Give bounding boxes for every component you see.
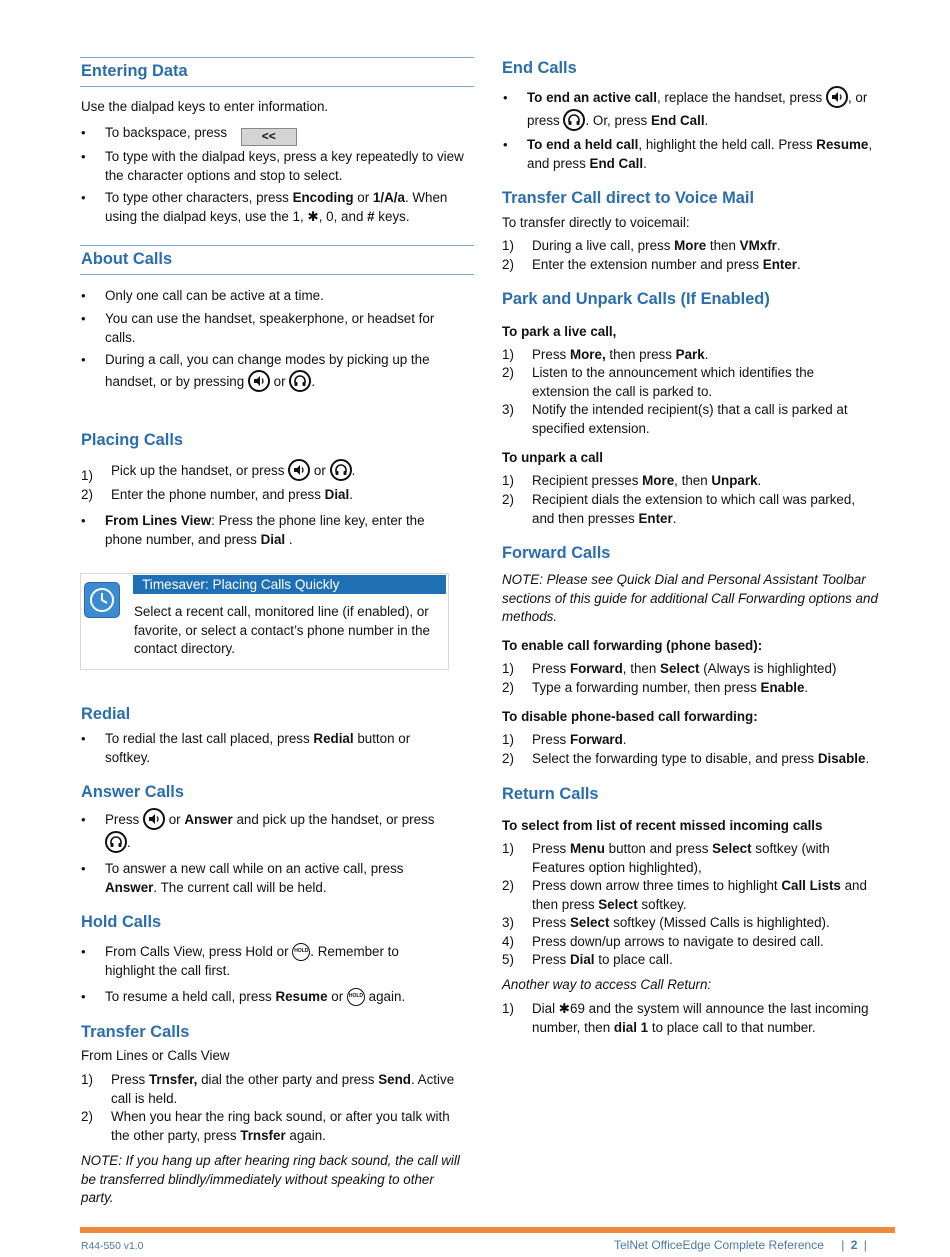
text: , then [674,473,712,488]
text: 1/A/a [372,190,405,205]
list-item [105,287,465,306]
entering-intro: Use the dialpad keys to enter information. [81,99,329,114]
step-number: 2) [502,365,514,380]
text: , or press [527,90,868,128]
list-item [532,346,882,365]
step-number: 5) [502,952,514,967]
text: Recipient dials the extension to which call was parked, and then presses [532,492,856,526]
step-number: 2) [502,878,514,893]
headset-icon [330,459,352,481]
footer-accent-bar [80,1227,895,1233]
text: . [349,487,353,502]
text: Notify the intended recipient(s) that a call is parked at specified extension. [532,402,848,436]
text: softkey (Missed Calls is highlighted). [609,915,830,930]
voicemail-heading: Transfer Call direct to Voice Mail [502,189,755,207]
step-number: 3) [502,915,514,930]
step-number: 2) [502,751,514,766]
text: : Press the phone line key, enter the phone number, and press [105,513,425,547]
text: Enable [760,680,805,695]
hold-icon: HOLD [292,943,310,961]
text: button and press [604,841,713,856]
text: button or softkey. [105,731,411,765]
text: Unpark [711,473,758,488]
text: Pick up the handset, or press [111,463,285,478]
text: To answer a new call while on an active call, press [105,861,404,876]
text: , 0, and [318,208,368,224]
list-item [532,877,882,914]
list-item [532,491,877,528]
forward-note: NOTE: Please see Quick Dial and Personal Assistant Toolbar sections of this guide for additional Call Forwarding options and methods. [502,572,878,624]
text: . [776,238,781,253]
forward-enable-subheading: To enable call forwarding (phone based): [502,638,763,653]
text: From Calls View, press Hold or [105,944,289,959]
text: During a call, you can change modes by picking up the handset, or by pressing [105,352,430,389]
list-item [105,808,460,854]
transfer-intro: From Lines or Calls View [81,1048,230,1063]
park-heading: Park and Unpark Calls (If Enabled) [502,290,770,308]
text: Dial [532,1001,559,1016]
text: Menu [569,841,605,856]
text: Press [532,347,570,362]
about-rule-bottom [80,274,474,275]
text: Dial [324,487,350,502]
text: Redial [313,731,354,746]
text: Forward [569,732,623,747]
list-item [527,136,887,173]
list-item [532,1000,892,1037]
text: Press [532,732,570,747]
text: Press down arrow three times to highlight [532,878,782,893]
return-calls-heading: Return Calls [502,785,599,803]
speaker-icon [248,370,270,392]
text: Select [660,661,700,676]
text: Enter [638,510,673,526]
text: Disable [817,751,866,766]
text: To end a held call [527,137,639,152]
end-calls-heading: End Calls [502,59,577,77]
text: More [642,473,675,488]
forward-calls-heading: Forward Calls [502,544,611,562]
list-item [111,1071,471,1108]
text: to place call to that number. [648,1019,816,1035]
footer-version: R44-550 v1.0 [81,1241,144,1252]
text: Recipient presses [532,473,643,488]
park-subheading: To park a live call, [502,324,617,339]
text: . Or, press [585,113,651,128]
list-item [532,364,852,401]
star-key: ✱ [558,1001,571,1016]
text: or [168,812,185,827]
text: to place call. [594,952,673,967]
text: Press [532,915,570,930]
text: keys. [374,208,410,224]
text: Press [105,812,140,827]
list-item [532,914,892,933]
dialpad-text: To type with the dialpad keys, press a key repeatedly to view the character options and stop to select. [105,149,464,183]
list-item [532,933,892,952]
text: Select the forwarding type to disable, and press [532,751,818,766]
step-number: 1) [81,468,93,483]
speaker-icon [826,86,848,108]
list-item [105,351,450,392]
text: . [757,473,762,488]
text: Press [111,1072,149,1087]
step-number: 1) [502,347,514,362]
return-alt-text: Another way to access Call Return: [502,977,712,992]
timesaver-title: Timesaver: Placing Calls Quickly [133,575,446,594]
text: or [313,463,326,478]
text: Send [378,1072,411,1087]
return-subheading: To select from list of recent missed incoming calls [502,818,823,833]
footer-title-group [614,1236,867,1255]
text: softkey. [637,896,687,912]
text: Resume [816,137,869,152]
text: Only one call can be active at a time. [105,288,324,303]
text: . [311,373,316,389]
text: or [353,190,373,205]
step-number: 2) [502,680,514,695]
text: . Remember to highlight the call first. [105,944,399,978]
list-item [105,189,470,226]
text: . [704,113,709,128]
text: dial 1 [613,1019,649,1035]
text: . [804,680,809,695]
text: , replace the handset, press [656,90,823,105]
text: , highlight the held call. Press [638,137,817,152]
step-number: 1) [81,1072,93,1087]
speaker-icon [288,459,310,481]
clock-icon [84,582,120,618]
text: Enter [762,257,797,272]
text: More, [569,347,606,362]
text: . [865,751,870,766]
hold-icon: HOLD [347,988,365,1006]
backspace-text: To backspace, press [105,125,228,140]
text: . [643,155,647,171]
hash-key: # [367,208,375,224]
step-number: 1) [502,841,514,856]
text: Press [532,952,570,967]
text: or [327,989,344,1004]
list-item [532,679,892,698]
list-item [105,988,450,1007]
text: More [674,238,707,253]
text: Dial [260,531,286,547]
text: . The current call will be held. [153,879,327,895]
list-item [105,310,455,347]
placing-calls-heading: Placing Calls [81,431,184,449]
list-item [532,401,877,438]
text: and then press [532,878,867,912]
text: softkey (with Features option highlighted), [532,841,830,875]
text: Select [712,841,752,856]
text: again. [285,1127,326,1143]
text: When you hear the ring back sound, or after you talk with the other party, press [111,1109,450,1143]
text: You can use the handset, speakerphone, or headset for calls. [105,311,435,345]
text: Answer [105,879,154,895]
text: 69 and the system will announce the last incoming number, then [532,1001,869,1035]
text: Forward [569,661,623,676]
step-number: 1) [502,238,514,253]
step-number: 4) [502,934,514,949]
step-number: 1) [502,661,514,676]
page-number: 2 [850,1238,858,1252]
text: again. [364,989,406,1004]
about-calls-heading: About Calls [81,250,173,268]
headset-icon [289,370,311,392]
about-rule-top [80,245,474,246]
step-number: 2) [81,1109,93,1124]
step-number: 2) [502,492,514,507]
text: From Lines View [105,513,212,528]
text: Dial [569,952,595,967]
text: During a live call, press [532,238,675,253]
text: Encoding [292,190,354,205]
text: then press [605,347,676,362]
text: . Active call is held. [111,1072,455,1106]
list-item [532,951,892,970]
text: . [622,732,627,747]
list-item [111,1108,471,1145]
text: Press [532,841,570,856]
list-item [111,486,461,505]
list-item [105,730,445,767]
step-number: 2) [81,487,93,502]
answer-calls-heading: Answer Calls [81,783,184,801]
text: To end an active call [527,90,657,105]
transfer-calls-heading: Transfer Calls [81,1023,190,1041]
text: Press down/up arrows to navigate to desired call. [532,934,824,949]
forward-disable-subheading: To disable phone-based call forwarding: [502,709,758,724]
headset-icon [563,109,585,131]
text: Call Lists [781,878,841,893]
backspace-key-icon[interactable]: << [241,128,297,146]
text: End Call [650,113,705,128]
list-item [532,237,892,256]
text: Select [598,896,638,912]
text: . [704,347,709,362]
text: Trnsfer, [148,1072,198,1087]
text: VMxfr [739,238,777,253]
list-item [532,750,912,769]
step-number: 1) [502,732,514,747]
text: Enter the phone number, and press [111,487,325,502]
text: Resume [275,989,328,1004]
list-item [105,943,450,980]
text: or [273,373,286,389]
list-item [527,86,887,132]
text: then [706,238,740,253]
step-number: 1) [502,473,514,488]
step-number: 2) [502,257,514,272]
list-item [532,731,892,750]
list-item [105,860,450,897]
text: End Call [589,155,644,171]
text: . [285,531,293,547]
text: dial the other party and press [197,1072,379,1087]
entering-rule-top [80,57,474,58]
timesaver-box [80,573,449,670]
footer-separator: | [841,1238,845,1252]
text: To redial the last call placed, press [105,731,314,746]
list-item [111,459,461,483]
text: , and press [527,137,873,171]
footer-title: TelNet OfficeEdge Complete Reference [614,1238,824,1252]
text: To type other characters, press [105,190,293,205]
redial-heading: Redial [81,705,131,723]
text: . [351,463,356,478]
text: Select [569,915,610,930]
step-number: 1) [502,1001,514,1016]
text: (Always is highlighted) [699,661,837,676]
step-number: 3) [502,402,514,417]
text: . When using the dialpad keys, use the 1, [105,190,448,224]
text: Answer [184,812,233,827]
text: . [797,257,801,272]
list-item [532,840,862,877]
list-item [532,472,882,491]
entering-data-heading: Entering Data [81,62,188,80]
text: Press [532,661,570,676]
hold-calls-heading: Hold Calls [81,913,162,931]
timesaver-text: Select a recent call, monitored line (if enabled), or favorite, or select a contact’s phone number in the contact directory. [134,604,431,656]
text: Listen to the announcement which identifies the extension the call is parked to. [532,365,815,399]
footer-separator: | [863,1238,867,1252]
voicemail-intro: To transfer directly to voicemail: [502,215,690,230]
text: Enter the extension number and press [532,257,763,272]
list-item [105,148,465,185]
text: , then [622,661,661,676]
text: . [127,835,131,850]
list-item [532,660,892,679]
entering-rule-bottom [80,86,474,87]
text: Park [675,347,705,362]
headset-icon [105,831,127,853]
text: Trnsfer [240,1127,286,1143]
transfer-note: NOTE: If you hang up after hearing ring back sound, the call will be transferred blindly/immediately without speaking to other party. [81,1153,460,1205]
text: and pick up the handset, or press [232,812,435,827]
text: Type a forwarding number, then press [532,680,761,695]
star-key: ✱ [307,208,319,224]
text: . [672,510,677,526]
list-item [105,124,465,146]
list-item [105,512,450,549]
unpark-subheading: To unpark a call [502,450,603,465]
text: To resume a held call, press [105,989,276,1004]
list-item [532,256,892,275]
speaker-icon [143,808,165,830]
